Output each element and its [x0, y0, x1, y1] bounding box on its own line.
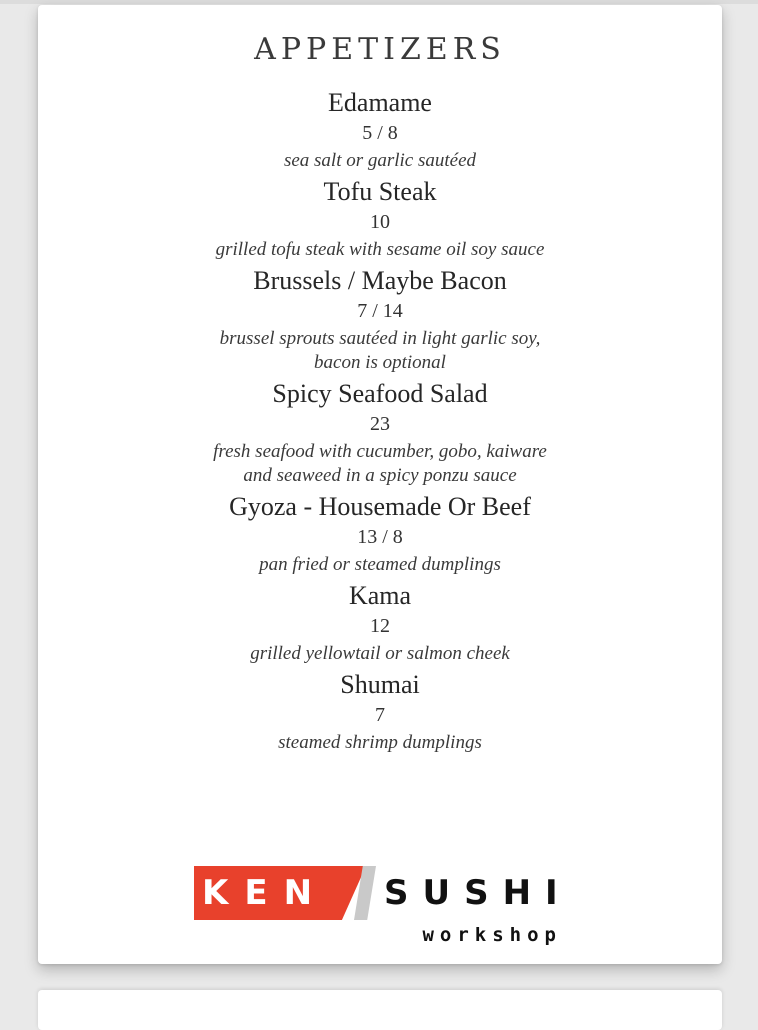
item-description — [38, 238, 722, 262]
menu-item — [38, 88, 722, 173]
item-name: Edamame — [328, 88, 432, 117]
menu-item — [38, 581, 722, 666]
menu-heading: APPETIZERS — [254, 32, 506, 67]
item-description-line: grilled yellowtail or salmon cheek — [250, 643, 510, 664]
item-name: Tofu Steak — [323, 177, 437, 206]
item-description-line: pan fried or steamed dumplings — [259, 554, 501, 575]
item-name: Shumai — [340, 670, 420, 699]
menu-items-list — [38, 88, 722, 755]
item-price: 5 / 8 — [362, 122, 398, 144]
item-price: 23 — [370, 413, 390, 435]
item-description — [38, 731, 722, 755]
item-description-line: sea salt or garlic sautéed — [283, 150, 477, 171]
item-price: 12 — [370, 615, 390, 637]
item-price: 7 — [375, 704, 385, 726]
logo-word-ken: KEN — [202, 873, 329, 913]
ken-sushi-logo — [194, 866, 572, 946]
item-name: Spicy Seafood Salad — [272, 379, 488, 408]
item-description — [38, 553, 722, 577]
item-name: Kama — [348, 581, 412, 610]
item-description — [38, 149, 722, 173]
logo-tagline: workshop — [422, 924, 562, 946]
menu-item — [38, 177, 722, 262]
item-description — [38, 440, 722, 488]
item-description-line: grilled tofu steak with sesame oil soy sauce — [215, 239, 545, 260]
item-price: 10 — [370, 211, 390, 233]
menu-card — [38, 5, 722, 964]
item-name: Brussels / Maybe Bacon — [253, 266, 507, 295]
item-description-line: bacon is optional — [314, 352, 446, 373]
item-description — [38, 327, 722, 375]
menu-item — [38, 670, 722, 755]
item-description-line: fresh seafood with cucumber, gobo, kaiware — [213, 441, 547, 462]
item-name: Gyoza - Housemade Or Beef — [229, 492, 531, 521]
item-description-line: and seaweed in a spicy ponzu sauce — [243, 465, 517, 486]
previous-card-edge — [0, 0, 758, 4]
item-price: 13 / 8 — [357, 526, 403, 548]
item-description — [38, 642, 722, 666]
item-description-line: brussel sprouts sautéed in light garlic soy, — [219, 328, 541, 349]
item-description-line: steamed shrimp dumplings — [278, 732, 482, 753]
menu-item — [38, 266, 722, 375]
menu-item — [38, 492, 722, 577]
logo-word-sushi: SUSHI — [384, 873, 572, 913]
next-card-edge — [38, 990, 722, 1030]
menu-item — [38, 379, 722, 488]
item-price: 7 / 14 — [357, 300, 403, 322]
